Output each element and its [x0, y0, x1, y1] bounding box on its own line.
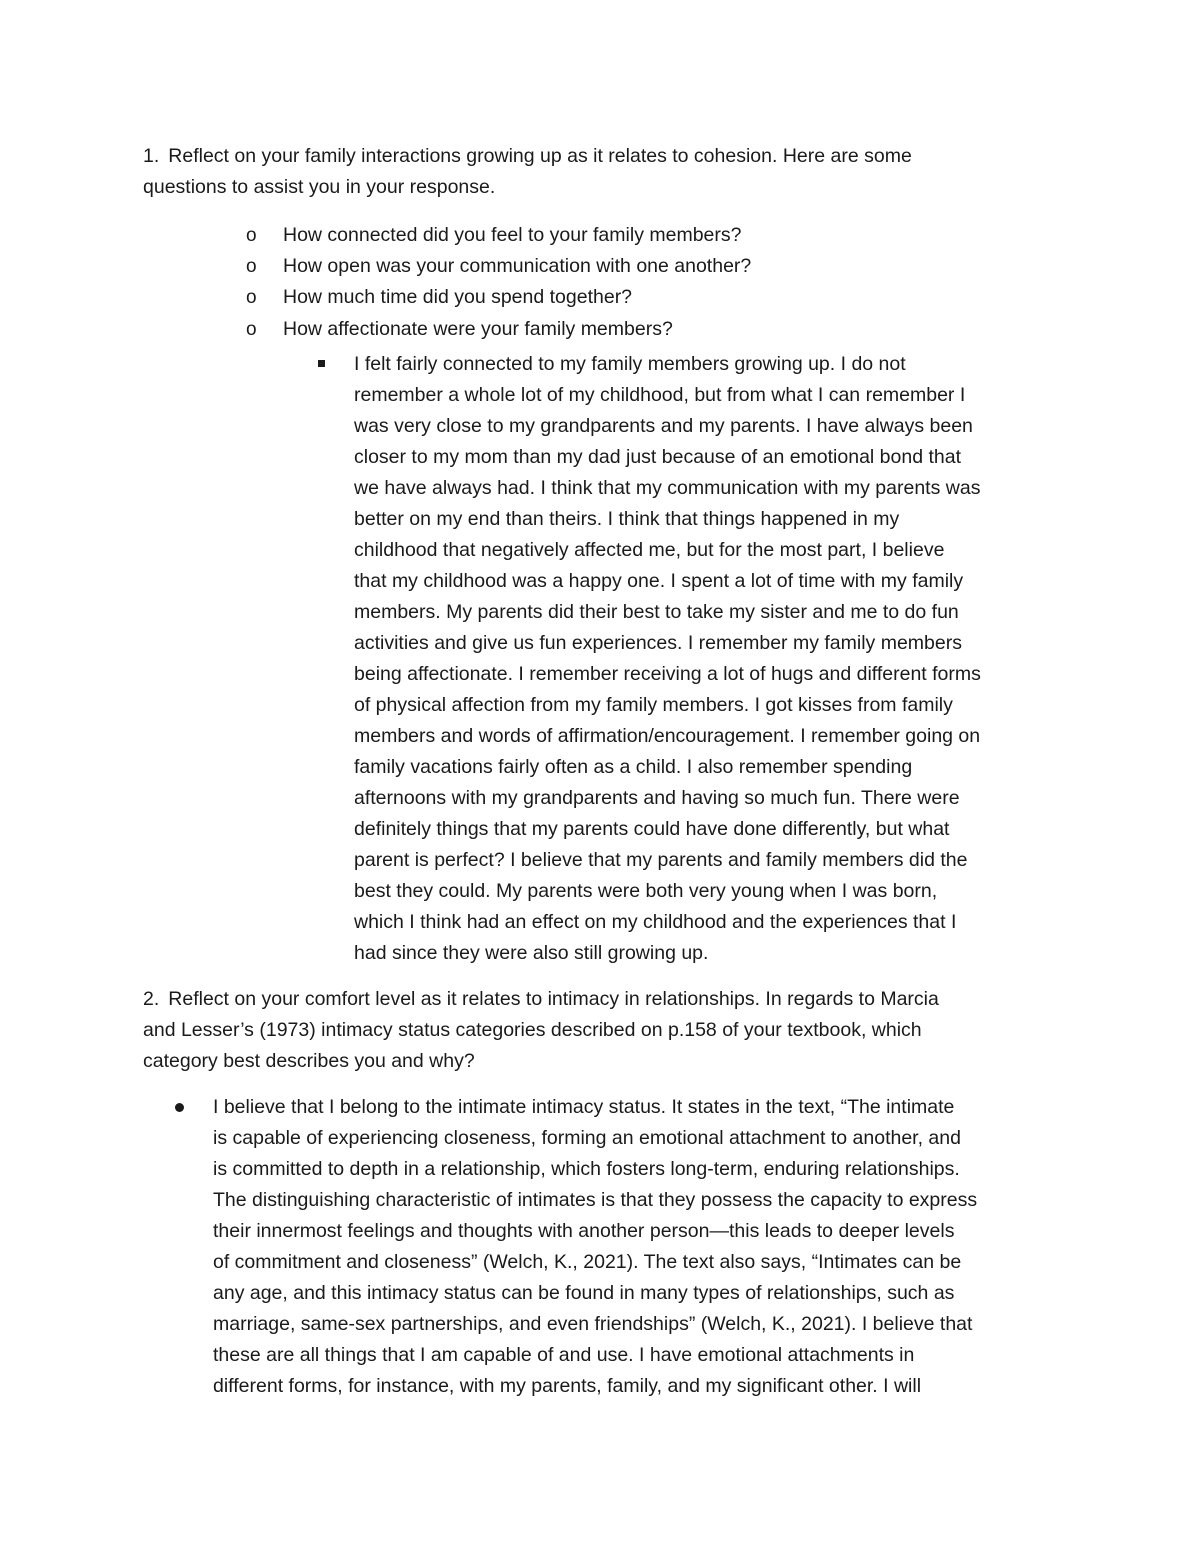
question-2-line-2: and Lesser’s (1973) intimacy status categories described on p.158 of your textbook, which [143, 1019, 922, 1041]
answer-1-line: activities and give us fun experiences. I remember my family members [354, 632, 962, 654]
answer-2-line: any age, and this intimacy status can be found in many types of relationships, such as [213, 1282, 955, 1304]
answer-1-line: definitely things that my parents could have done differently, but what [354, 818, 950, 840]
answer-2-line: The distinguishing characteristic of intimates is that they possess the capacity to express [213, 1189, 978, 1211]
question-2-line-3: category best describes you and why? [143, 1050, 475, 1072]
circle-bullet-icon: o [246, 256, 257, 277]
square-bullet-icon [318, 360, 325, 367]
question-1-line-1 [143, 141, 912, 172]
question-1-text-line: Reflect on your family interactions growing up as it relates to cohesion. Here are some [168, 145, 912, 167]
circle-bullet-icon: o [246, 225, 257, 246]
answer-2-line: these are all things that I am capable of and use. I have emotional attachments in [213, 1344, 915, 1366]
circle-bullet-icon: o [246, 319, 257, 340]
question-1-number: 1. [143, 145, 160, 167]
question-1-line-2: questions to assist you in your response. [143, 176, 496, 198]
answer-1-line: which I think had an effect on my childhood and the experiences that I [354, 911, 957, 933]
answer-1-line: parent is perfect? I believe that my parents and family members did the [354, 849, 968, 871]
answer-1-line: being affectionate. I remember receiving a lot of hugs and different forms [354, 663, 981, 685]
answer-1-line: we have always had. I think that my communication with my parents was [354, 477, 981, 499]
answer-1-line: I felt fairly connected to my family members growing up. I do not [354, 353, 906, 375]
answer-1-line: afternoons with my grandparents and having so much fun. There were [354, 787, 960, 809]
circle-bullet-icon: o [246, 287, 257, 308]
answer-1-line: closer to my mom than my dad just because of an emotional bond that [354, 446, 961, 468]
answer-1-line: was very close to my grandparents and my parents. I have always been [354, 415, 973, 437]
question-2-line-1 [143, 984, 939, 1015]
round-bullet-icon [175, 1103, 184, 1112]
answer-1-line: better on my end than theirs. I think that things happened in my [354, 508, 900, 530]
answer-1-line: family vacations fairly often as a child. I also remember spending [354, 756, 913, 778]
answer-2-line: their innermost feelings and thoughts with another person—this leads to deeper levels [213, 1220, 955, 1242]
answer-1-line: members and words of affirmation/encouragement. I remember going on [354, 725, 981, 747]
sub-question-text: How connected did you feel to your family members? [283, 224, 742, 246]
answer-2-line: marriage, same-sex partnerships, and even friendships” (Welch, K., 2021). I believe that [213, 1313, 973, 1335]
answer-2-line: I believe that I belong to the intimate intimacy status. It states in the text, “The intimate [213, 1096, 955, 1118]
question-2-text-line: Reflect on your comfort level as it relates to intimacy in relationships. In regards to Marcia [168, 988, 939, 1010]
answer-1-line: had since they were also still growing up. [354, 942, 709, 964]
question-2-number: 2. [143, 988, 160, 1010]
sub-question-text: How affectionate were your family members? [283, 318, 673, 340]
answer-1-line: members. My parents did their best to take my sister and me to do fun [354, 601, 959, 623]
answer-1-line: childhood that negatively affected me, but for the most part, I believe [354, 539, 945, 561]
answer-1-line: remember a whole lot of my childhood, but from what I can remember I [354, 384, 966, 406]
sub-question-text: How much time did you spend together? [283, 286, 633, 308]
answer-2-line: is committed to depth in a relationship, which fosters long-term, enduring relationships. [213, 1158, 960, 1180]
sub-question-text: How open was your communication with one another? [283, 255, 752, 277]
answer-2-line: is capable of experiencing closeness, forming an emotional attachment to another, and [213, 1127, 961, 1149]
answer-2-line: of commitment and closeness” (Welch, K., 2021). The text also says, “Intimates can be [213, 1251, 962, 1273]
answer-2-line: different forms, for instance, with my parents, family, and my significant other. I will [213, 1375, 922, 1397]
answer-1-line: best they could. My parents were both very young when I was born, [354, 880, 938, 902]
answer-1-line: that my childhood was a happy one. I spent a lot of time with my family [354, 570, 964, 592]
answer-1-line: of physical affection from my family members. I got kisses from family [354, 694, 953, 716]
